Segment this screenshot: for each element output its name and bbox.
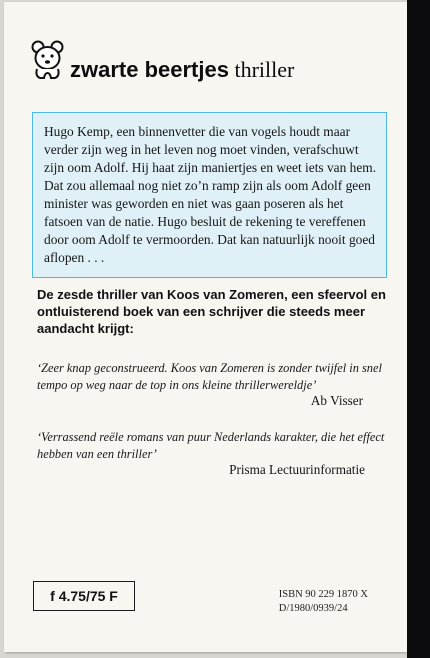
isbn-block xyxy=(279,588,368,616)
back-cover xyxy=(4,2,407,652)
spine-edge xyxy=(407,0,430,658)
series-name: zwarte beertjes xyxy=(70,57,229,82)
price-box xyxy=(33,581,135,611)
review-quote-1: ‘Zeer knap geconstrueerd. Koos van Zomeren is zonder twijfel in snel tempo op weg naar de top in ons kleine thrillerwereldje’ xyxy=(37,361,382,392)
series-title xyxy=(70,57,294,83)
price-text: f 4.75/75 F xyxy=(50,588,118,604)
review-quote-2: ‘Verrassend reële romans van puur Nederlands karakter, die het effect hebben van een thriller’ xyxy=(37,430,385,461)
deposit-number: D/1980/0939/24 xyxy=(278,603,348,614)
isbn-number: ISBN 90 229 1870 X xyxy=(278,589,368,600)
review-source-1: Ab Visser xyxy=(310,393,363,408)
synopsis-text: Hugo Kemp, een binnenvetter die van vogels houdt maar verder zijn weg in het leven nog moet vinden, verafschuwt zijn oom Adolf. Hij haat zijn maniertjes en weet iets van hem. Dat zou allemaal nog niet zo’n ramp zijn als oom Adolf geen minister was geworden en niet was gaan poseren als het fatsoen van de natie. Hugo besluit de rekening te vereffenen door oom Adolf te vermoorden. Dat kan natuurlijk nooit goed aflopen . . . xyxy=(44,124,377,265)
bear-head-icon xyxy=(31,40,64,80)
synopsis-box xyxy=(32,112,387,278)
lead-paragraph: De zesde thriller van Koos van Zomeren, een sfeervol en ontluisterend boek van een schrijver die steeds meer aandacht krijgt: xyxy=(37,287,386,336)
review-source-2: Prisma Lectuurinformatie xyxy=(229,462,365,477)
series-genre: thriller xyxy=(234,57,295,82)
